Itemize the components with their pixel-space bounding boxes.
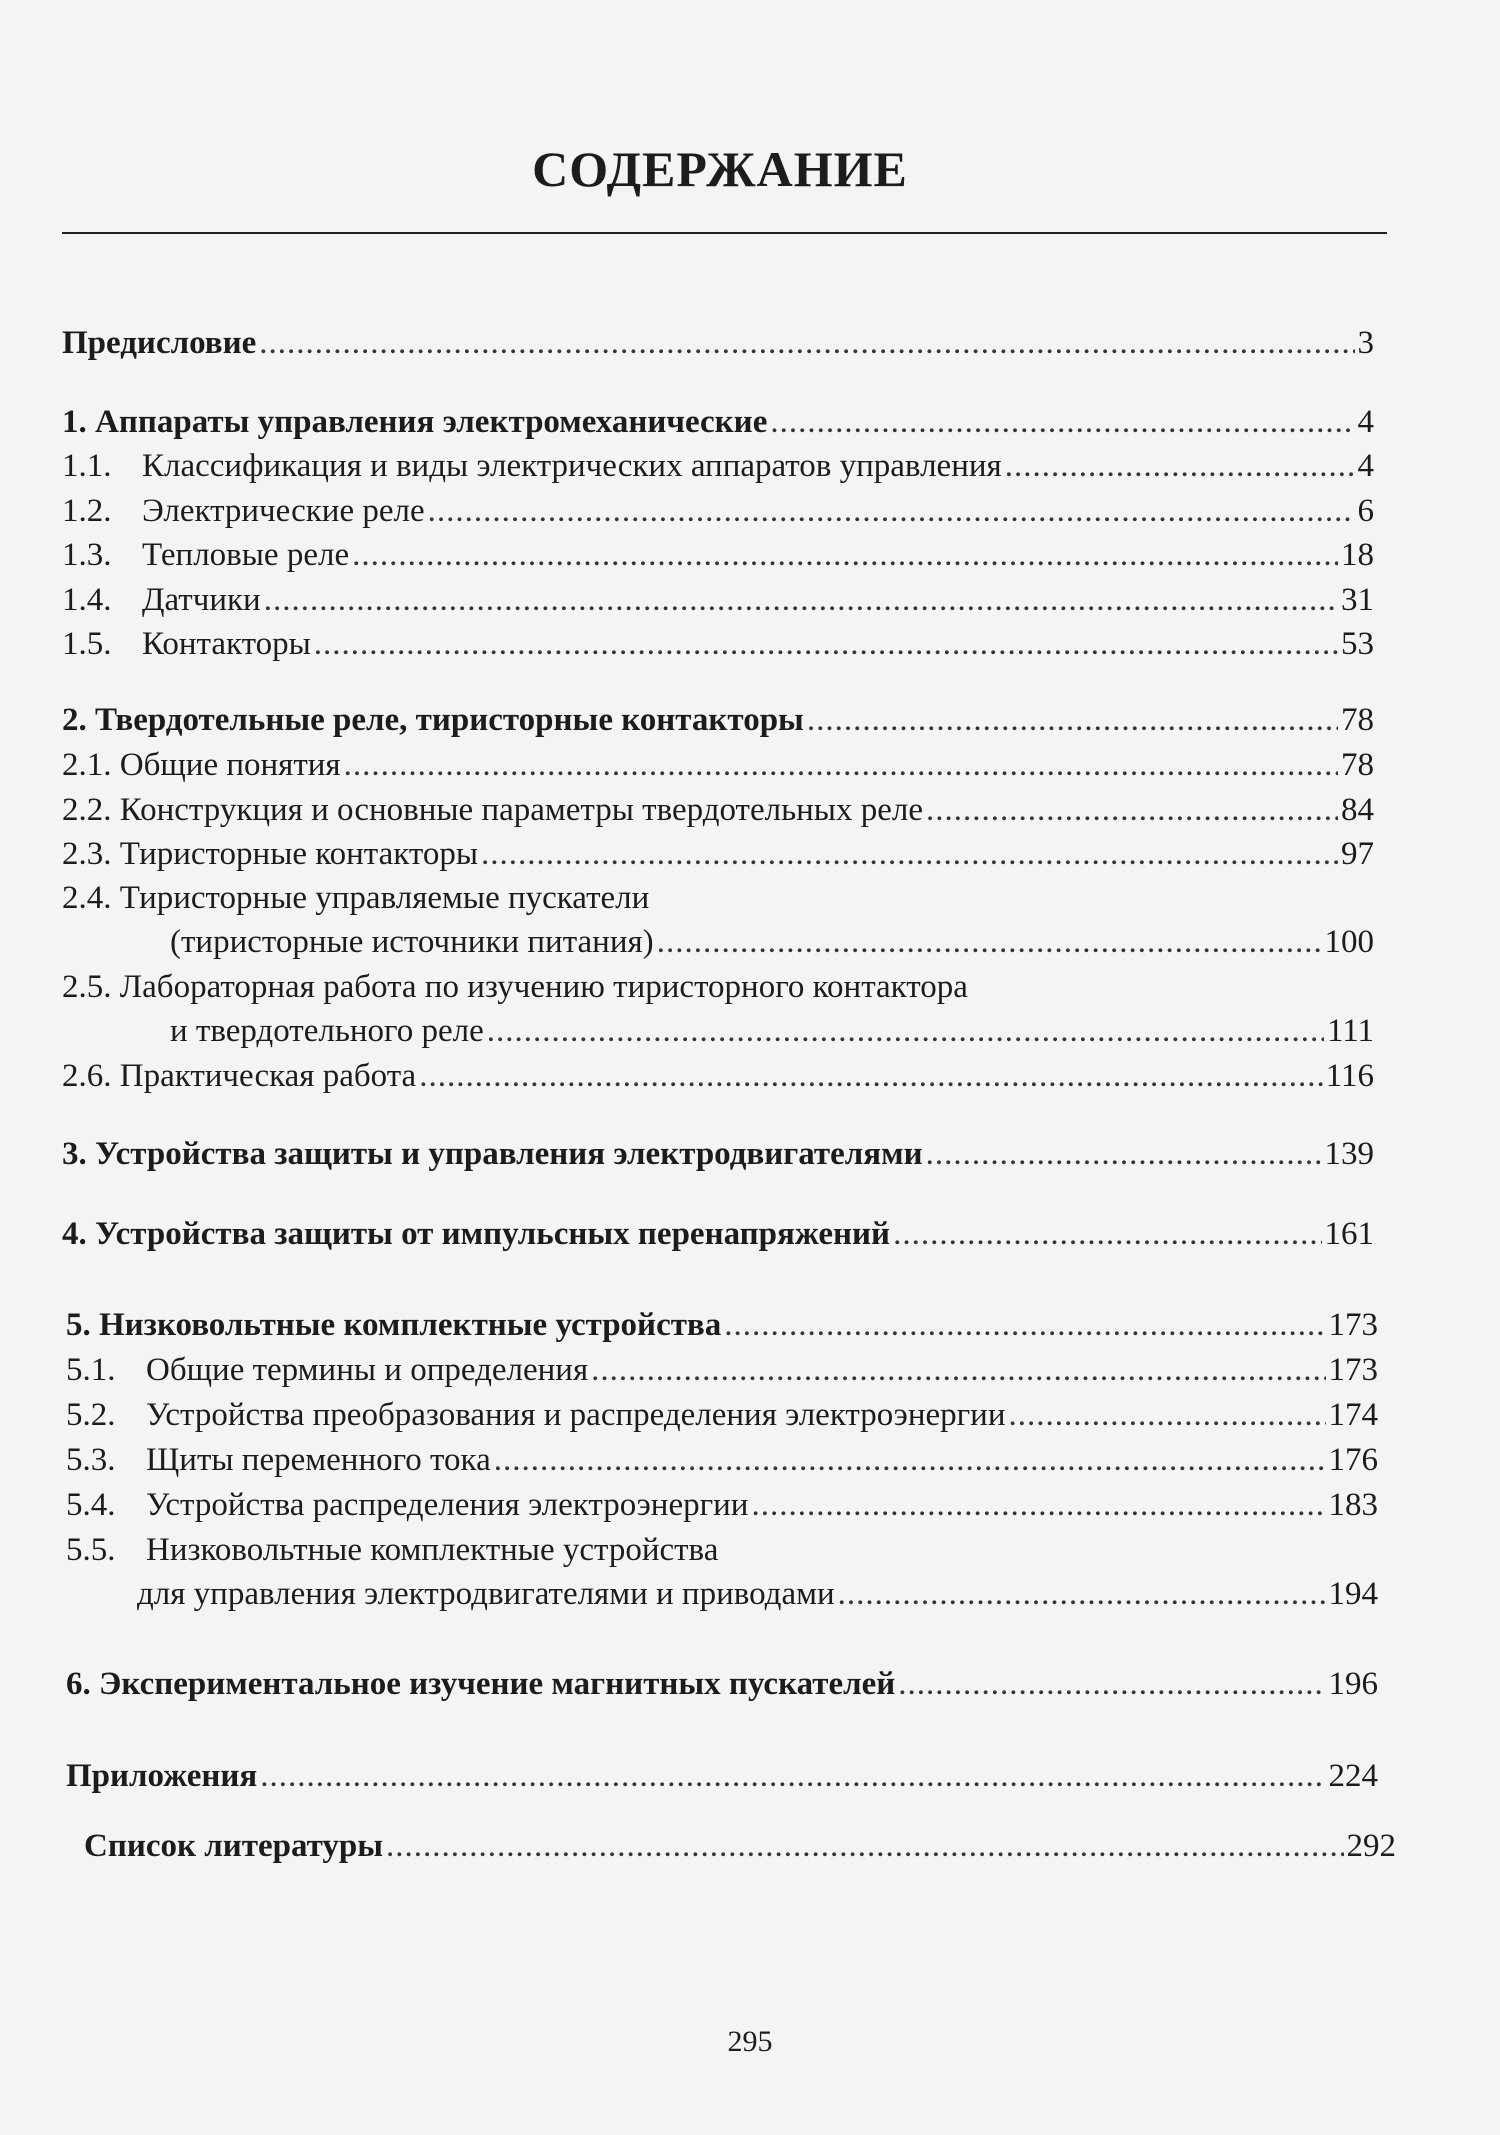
toc-entry-number: 5.2. xyxy=(66,1397,116,1433)
toc-entry-5-1[interactable] xyxy=(66,1350,1378,1390)
toc-entry-preface[interactable] xyxy=(62,323,1374,363)
leader-dots xyxy=(1005,446,1355,486)
toc-entry-number: 5.5. xyxy=(66,1532,116,1568)
leader-dots xyxy=(898,1664,1325,1704)
toc-entry-label: 5. Низковольтные комплектные устройства xyxy=(66,1307,722,1343)
toc-entry-label: Устройства распределения электроэнергии xyxy=(146,1487,749,1523)
toc-entry-label: Низковольтные комплектные устройства xyxy=(146,1532,719,1568)
toc-entry-page: 173 xyxy=(1328,1307,1378,1343)
leader-dots xyxy=(419,1056,1323,1096)
leader-dots xyxy=(314,624,1338,664)
leader-dots xyxy=(751,1485,1325,1525)
toc-entry-number: 1.3. xyxy=(62,537,112,573)
toc-entry-2-1[interactable] xyxy=(62,745,1374,785)
toc-entry-page: 31 xyxy=(1341,582,1374,618)
toc-entry-1-5[interactable] xyxy=(62,624,1374,664)
leader-dots xyxy=(264,580,1338,620)
toc-entry-number: 5.1. xyxy=(66,1352,116,1388)
toc-entry-label: Приложения xyxy=(66,1758,258,1794)
toc-entry-page: 139 xyxy=(1324,1136,1374,1172)
toc-entry-label: 4. Устройства защиты от импульсных перенапряжений xyxy=(62,1216,891,1252)
toc-entry-5-5[interactable] xyxy=(137,1574,1378,1614)
toc-entry-label: 2.6. Практическая работа xyxy=(62,1058,417,1094)
toc-entry-5-2[interactable] xyxy=(66,1395,1378,1435)
toc-entry-label: 2.3. Тиристорные контакторы xyxy=(62,836,479,872)
toc-entry-number: 1.2. xyxy=(62,493,112,529)
toc-entry-appendices[interactable] xyxy=(66,1756,1378,1796)
toc-entry-number: 5.4. xyxy=(66,1487,116,1523)
toc-entry-2-3[interactable] xyxy=(62,834,1374,874)
toc-entry-2-2[interactable] xyxy=(62,790,1374,830)
toc-entry-label: 3. Устройства защиты и управления электродвигателями xyxy=(62,1136,923,1172)
page-number: 295 xyxy=(727,2025,773,2058)
toc-entry-page: 224 xyxy=(1328,1758,1378,1794)
toc-entry-label: для управления электродвигателями и приводами xyxy=(137,1576,835,1612)
leader-dots xyxy=(428,491,1355,531)
toc-entry-page: 6 xyxy=(1357,493,1374,529)
toc-entry-label: 6. Экспериментальное изучение магнитных пускателей xyxy=(66,1666,896,1702)
leader-dots xyxy=(838,1574,1326,1614)
toc-entry-label: Электрические реле xyxy=(142,493,425,529)
toc-entry-label: Тепловые реле xyxy=(142,537,350,573)
page-title: СОДЕРЖАНИЕ xyxy=(532,141,908,197)
leader-dots xyxy=(344,745,1338,785)
leader-dots xyxy=(926,1134,1322,1174)
leader-dots xyxy=(487,1011,1324,1051)
leader-dots xyxy=(591,1350,1325,1390)
toc-entry-page: 183 xyxy=(1328,1487,1378,1523)
toc-entry-page: 78 xyxy=(1341,702,1374,738)
toc-entry-1-1[interactable] xyxy=(62,446,1374,486)
leader-dots xyxy=(481,834,1338,874)
toc-entry-label: Предисловие xyxy=(62,325,257,361)
toc-entry-page: 176 xyxy=(1328,1442,1378,1478)
leader-dots xyxy=(352,535,1338,575)
toc-entry-5-3[interactable] xyxy=(66,1440,1378,1480)
toc-entry-label: Список литературы xyxy=(84,1828,384,1864)
leader-dots xyxy=(386,1826,1343,1866)
toc-entry-page: 194 xyxy=(1328,1576,1378,1612)
toc-entry-2-5-line1: 2.5. Лабораторная работа по изучению тиристорного контактора xyxy=(62,969,968,1005)
toc-entry-chapter-3[interactable] xyxy=(62,1134,1374,1174)
toc-entry-page: 84 xyxy=(1341,792,1374,828)
toc-entry-label: Щиты переменного тока xyxy=(146,1442,491,1478)
leader-dots xyxy=(494,1440,1326,1480)
toc-entry-5-4[interactable] xyxy=(66,1485,1378,1525)
toc-entry-label: Устройства преобразования и распределения электроэнергии xyxy=(146,1397,1006,1433)
toc-entry-2-5[interactable] xyxy=(170,1011,1374,1051)
toc-entry-page: 53 xyxy=(1341,626,1374,662)
leader-dots xyxy=(724,1305,1325,1345)
toc-entry-page: 4 xyxy=(1357,404,1374,440)
toc-entry-page: 196 xyxy=(1328,1666,1378,1702)
toc-entry-label: 1. Аппараты управления электромеханические xyxy=(62,404,768,440)
toc-entry-1-4[interactable] xyxy=(62,580,1374,620)
leader-dots xyxy=(1008,1395,1325,1435)
toc-entry-page: 4 xyxy=(1357,448,1374,484)
toc-entry-page: 116 xyxy=(1325,1058,1374,1094)
toc-entry-label: Контакторы xyxy=(142,626,311,662)
toc-entry-number: 1.5. xyxy=(62,626,112,662)
leader-dots xyxy=(926,790,1338,830)
toc-entry-page: 174 xyxy=(1328,1397,1378,1433)
toc-entry-chapter-5[interactable] xyxy=(66,1305,1378,1345)
toc-entry-label: и твердотельного реле xyxy=(170,1013,484,1049)
toc-entry-label: 2.2. Конструкция и основные параметры твердотельных реле xyxy=(62,792,923,828)
leader-dots xyxy=(893,1214,1321,1254)
leader-dots xyxy=(657,922,1322,962)
toc-entry-chapter-6[interactable] xyxy=(66,1664,1378,1704)
toc-entry-1-3[interactable] xyxy=(62,535,1374,575)
toc-entry-label: 2. Твердотельные реле, тиристорные контакторы xyxy=(62,702,804,738)
toc-entry-page: 173 xyxy=(1328,1352,1378,1388)
toc-entry-page: 100 xyxy=(1324,924,1374,960)
toc-entry-2-6[interactable] xyxy=(62,1056,1374,1096)
toc-entry-label: Датчики xyxy=(142,582,261,618)
toc-entry-page: 161 xyxy=(1324,1216,1374,1252)
toc-entry-1-2[interactable] xyxy=(62,491,1374,531)
leader-dots xyxy=(770,402,1354,442)
toc-entry-page: 78 xyxy=(1341,747,1374,783)
toc-entry-page: 3 xyxy=(1357,325,1374,361)
toc-entry-number: 1.1. xyxy=(62,448,112,484)
toc-entry-label: (тиристорные источники питания) xyxy=(170,924,654,960)
leader-dots xyxy=(807,700,1338,740)
toc-entry-2-4-line1: 2.4. Тиристорные управляемые пускатели xyxy=(62,880,650,916)
toc-entry-page: 111 xyxy=(1326,1013,1374,1049)
toc-entry-number: 5.3. xyxy=(66,1442,116,1478)
toc-entry-label: 2.1. Общие понятия xyxy=(62,747,341,783)
toc-entry-label: Классификация и виды электрических аппаратов управления xyxy=(142,448,1002,484)
toc-entry-page: 292 xyxy=(1346,1828,1396,1864)
leader-dots xyxy=(260,1756,1325,1796)
leader-dots xyxy=(259,323,1354,363)
toc-entry-chapter-2[interactable] xyxy=(62,700,1374,740)
toc-entry-page: 18 xyxy=(1341,537,1374,573)
toc-entry-5-5-line1 xyxy=(66,1530,718,1570)
toc-entry-references[interactable] xyxy=(84,1826,1396,1866)
toc-entry-2-4[interactable] xyxy=(170,922,1374,962)
toc-entry-number: 1.4. xyxy=(62,582,112,618)
toc-entry-label: Общие термины и определения xyxy=(146,1352,589,1388)
toc-entry-chapter-1[interactable] xyxy=(62,402,1374,442)
toc-entry-chapter-4[interactable] xyxy=(62,1214,1374,1254)
toc-entry-page: 97 xyxy=(1341,836,1374,872)
